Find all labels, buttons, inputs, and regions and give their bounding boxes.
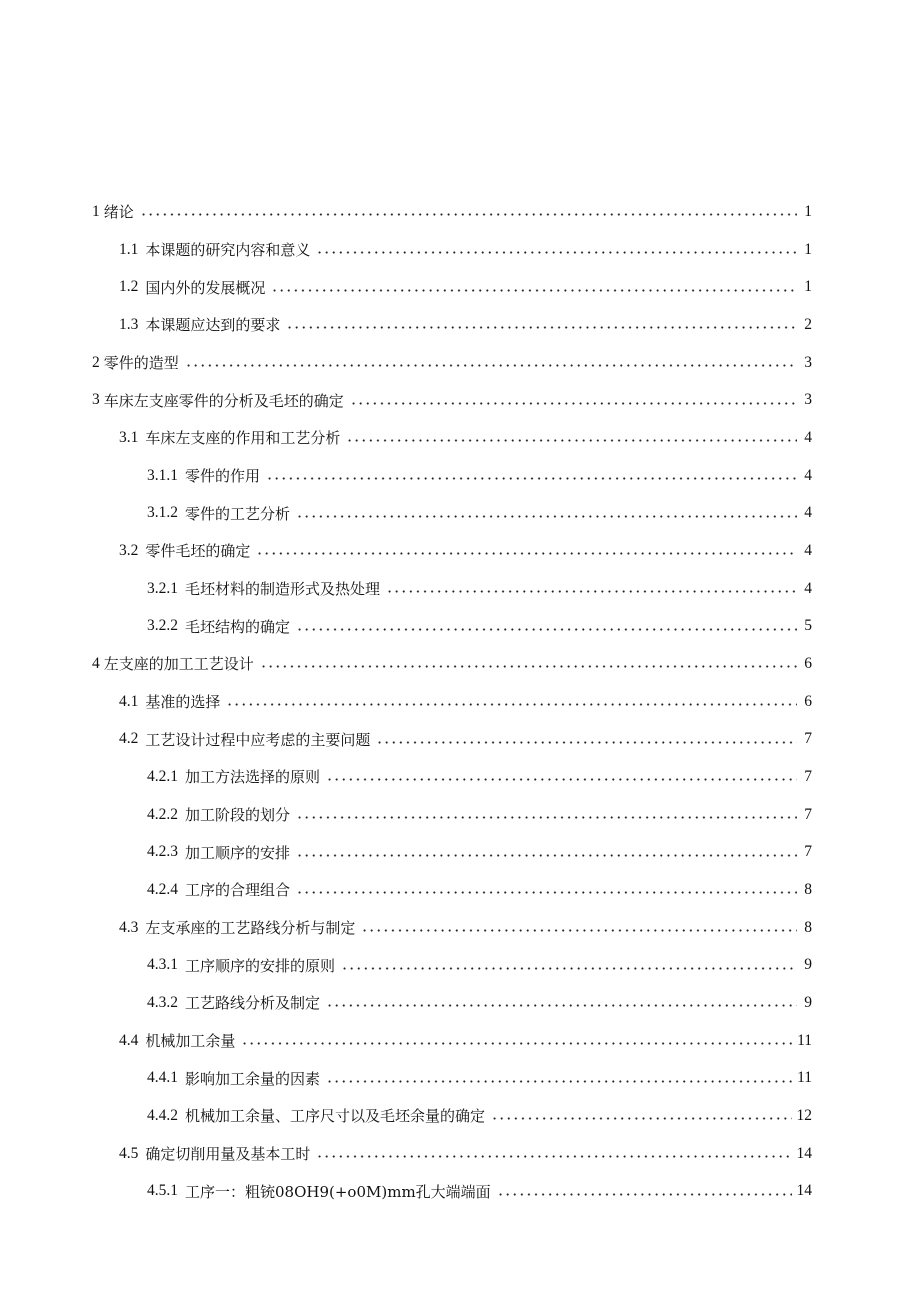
dot-leader bbox=[376, 741, 797, 744]
toc-entry-page-number: 9 bbox=[804, 956, 812, 974]
toc-entry[interactable] bbox=[0, 494, 920, 532]
toc-entry-title: 零件毛坯的确定 bbox=[145, 542, 251, 561]
toc-entry-number: 1.3 bbox=[119, 315, 139, 333]
toc-entry[interactable] bbox=[0, 1022, 920, 1060]
toc-entry-page-number: 14 bbox=[796, 1144, 812, 1162]
toc-entry-page-number: 14 bbox=[796, 1182, 812, 1200]
toc-entry-page-number: 11 bbox=[797, 1069, 812, 1087]
toc-entry-number: 4.2.4 bbox=[147, 880, 178, 898]
toc-entry[interactable] bbox=[0, 645, 920, 683]
dot-leader bbox=[296, 515, 797, 518]
dot-leader bbox=[286, 326, 797, 329]
toc-entry-number: 1.1 bbox=[119, 240, 139, 258]
toc-entry[interactable] bbox=[0, 758, 920, 796]
toc-entry-number: 3.1.2 bbox=[147, 504, 178, 522]
toc-entry-title: 工序顺序的安排的原则 bbox=[185, 956, 336, 975]
toc-entry[interactable] bbox=[0, 268, 920, 306]
toc-entry-page-number: 4 bbox=[804, 466, 812, 484]
toc-entry-page-number: 3 bbox=[804, 353, 812, 371]
toc-entry-number: 4.1 bbox=[119, 692, 139, 710]
toc-entry-page-number: 1 bbox=[804, 240, 812, 258]
toc-entry-page-number: 12 bbox=[796, 1106, 812, 1124]
toc-entry-page-number: 3 bbox=[804, 391, 812, 409]
toc-entry[interactable] bbox=[0, 1135, 920, 1173]
toc-entry-title: 机械加工余量 bbox=[145, 1032, 236, 1051]
toc-entry[interactable] bbox=[0, 1097, 920, 1135]
toc-entry-page-number: 1 bbox=[804, 278, 812, 296]
dot-leader bbox=[326, 1004, 797, 1007]
dot-leader bbox=[326, 778, 797, 781]
toc-entry[interactable] bbox=[0, 1059, 920, 1097]
toc-entry[interactable] bbox=[0, 570, 920, 608]
toc-entry-title: 车床左支座零件的分析及毛坯的确定 bbox=[103, 391, 344, 410]
toc-entry-number: 4.4.2 bbox=[147, 1106, 178, 1124]
toc-entry-number: 4.5 bbox=[119, 1144, 139, 1162]
toc-entry-number: 4 bbox=[92, 654, 100, 672]
toc-entry[interactable] bbox=[0, 796, 920, 834]
toc-entry-page-number: 8 bbox=[804, 880, 812, 898]
toc-entry-number: 3.1 bbox=[119, 428, 139, 446]
toc-entry-page-number: 4 bbox=[804, 428, 812, 446]
toc-entry-number: 4.2.2 bbox=[147, 805, 178, 823]
toc-entry-number: 4.2 bbox=[119, 730, 139, 748]
toc-entry-number: 4.5.1 bbox=[147, 1182, 178, 1200]
toc-entry[interactable] bbox=[0, 419, 920, 457]
toc-entry-page-number: 7 bbox=[804, 730, 812, 748]
toc-entry-title: 加工方法选择的原则 bbox=[185, 768, 321, 787]
dot-leader bbox=[140, 213, 797, 216]
toc-entry-page-number: 4 bbox=[804, 541, 812, 559]
dot-leader bbox=[341, 967, 797, 970]
toc-entry-title: 毛坯结构的确定 bbox=[185, 617, 291, 636]
toc-entry[interactable] bbox=[0, 532, 920, 570]
toc-entry-title: 车床左支座的作用和工艺分析 bbox=[145, 429, 341, 448]
toc-entry-page-number: 6 bbox=[804, 654, 812, 672]
dot-leader bbox=[350, 402, 797, 405]
toc-entry-page-number: 2 bbox=[804, 315, 812, 333]
table-of-contents bbox=[0, 193, 920, 1210]
toc-entry-title: 机械加工余量、工序尺寸以及毛坯余量的确定 bbox=[185, 1107, 486, 1126]
dot-leader bbox=[386, 590, 797, 593]
toc-entry-title: 左支座的加工工艺设计 bbox=[103, 655, 254, 674]
dot-leader bbox=[226, 703, 797, 706]
toc-entry[interactable] bbox=[0, 344, 920, 382]
dot-leader bbox=[185, 364, 797, 367]
dot-leader bbox=[296, 628, 797, 631]
toc-entry-number: 2 bbox=[92, 353, 100, 371]
toc-entry-number: 4.3.2 bbox=[147, 993, 178, 1011]
dot-leader bbox=[296, 854, 797, 857]
toc-entry-page-number: 1 bbox=[804, 202, 812, 220]
dot-leader bbox=[260, 665, 797, 668]
toc-entry[interactable] bbox=[0, 871, 920, 909]
toc-entry-page-number: 6 bbox=[804, 692, 812, 710]
toc-entry[interactable] bbox=[0, 683, 920, 721]
toc-entry-title: 影响加工余量的因素 bbox=[185, 1069, 321, 1088]
toc-entry-title: 加工阶段的划分 bbox=[185, 806, 291, 825]
dot-leader bbox=[491, 1117, 791, 1120]
dot-leader bbox=[241, 1042, 792, 1045]
toc-entry-number: 4.2.3 bbox=[147, 843, 178, 861]
toc-entry-number: 4.4.1 bbox=[147, 1069, 178, 1087]
toc-entry-title: 零件的造型 bbox=[103, 354, 179, 373]
toc-entry-title: 绪论 bbox=[103, 203, 134, 222]
dot-leader bbox=[497, 1193, 792, 1196]
toc-entry[interactable] bbox=[0, 1172, 920, 1210]
toc-entry-number: 3.2.2 bbox=[147, 617, 178, 635]
toc-entry-title: 本课题的研究内容和意义 bbox=[145, 241, 311, 259]
toc-entry-page-number: 4 bbox=[804, 579, 812, 597]
toc-entry-title: 工序的合理组合 bbox=[185, 881, 291, 900]
dot-leader bbox=[316, 1155, 791, 1158]
toc-entry-title: 工艺路线分析及制定 bbox=[185, 994, 321, 1013]
toc-entry-page-number: 7 bbox=[804, 843, 812, 861]
toc-entry-title: 加工顺序的安排 bbox=[185, 843, 291, 862]
dot-leader bbox=[266, 477, 797, 480]
toc-entry-number: 1.2 bbox=[119, 278, 139, 296]
toc-entry-title: 国内外的发展概况 bbox=[145, 278, 266, 297]
toc-entry-number: 3.1.1 bbox=[147, 466, 178, 484]
dot-leader bbox=[296, 891, 797, 894]
toc-entry[interactable] bbox=[0, 909, 920, 947]
toc-entry-number: 1 bbox=[92, 202, 100, 220]
toc-entry-number: 4.2.1 bbox=[147, 767, 178, 785]
toc-entry-title: 基准的选择 bbox=[145, 693, 221, 712]
toc-entry[interactable] bbox=[0, 231, 920, 269]
toc-entry-page-number: 9 bbox=[804, 993, 812, 1011]
toc-entry[interactable] bbox=[0, 193, 920, 231]
toc-entry-number: 3.2.1 bbox=[147, 579, 178, 597]
toc-entry[interactable] bbox=[0, 306, 920, 344]
dot-leader bbox=[346, 439, 797, 442]
dot-leader bbox=[361, 929, 797, 932]
toc-entry-number: 4.3 bbox=[119, 918, 139, 936]
toc-entry-title: 工艺设计过程中应考虑的主要问题 bbox=[145, 730, 371, 749]
toc-entry-title: 工序一：粗铳08OH9(+o0M)mm孔大端端面 bbox=[185, 1182, 491, 1201]
toc-entry[interactable] bbox=[0, 946, 920, 984]
toc-entry-title: 零件的作用 bbox=[185, 467, 261, 486]
toc-entry-number: 3.2 bbox=[119, 541, 139, 559]
toc-entry[interactable] bbox=[0, 984, 920, 1022]
toc-entry-page-number: 8 bbox=[804, 918, 812, 936]
dot-leader bbox=[316, 251, 797, 254]
toc-entry-title: 毛坯材料的制造形式及热处理 bbox=[185, 580, 381, 599]
dot-leader bbox=[326, 1080, 792, 1083]
toc-entry-title: 本课题应达到的要求 bbox=[145, 316, 281, 335]
toc-entry-page-number: 7 bbox=[804, 767, 812, 785]
dot-leader bbox=[296, 816, 797, 819]
toc-entry[interactable] bbox=[0, 720, 920, 758]
dot-leader bbox=[271, 289, 797, 292]
toc-entry-page-number: 7 bbox=[804, 805, 812, 823]
toc-entry-title: 零件的工艺分析 bbox=[185, 504, 291, 523]
toc-entry[interactable] bbox=[0, 607, 920, 645]
toc-entry[interactable] bbox=[0, 457, 920, 495]
toc-entry-title: 左支承座的工艺路线分析与制定 bbox=[145, 919, 356, 938]
toc-entry-page-number: 5 bbox=[804, 617, 812, 635]
toc-entry-number: 4.3.1 bbox=[147, 956, 178, 974]
dot-leader bbox=[256, 552, 797, 555]
toc-entry-page-number: 11 bbox=[797, 1031, 812, 1049]
toc-entry-page-number: 4 bbox=[804, 504, 812, 522]
toc-entry-number: 3 bbox=[92, 391, 100, 409]
toc-entry[interactable] bbox=[0, 833, 920, 871]
toc-entry-title: 确定切削用量及基本工时 bbox=[145, 1145, 311, 1164]
toc-entry[interactable] bbox=[0, 381, 920, 419]
toc-entry-number: 4.4 bbox=[119, 1031, 139, 1049]
